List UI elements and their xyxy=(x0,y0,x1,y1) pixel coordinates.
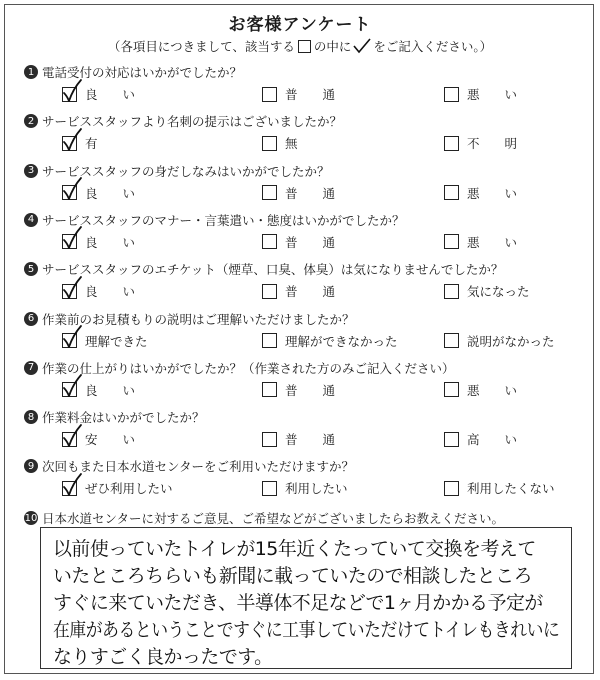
question-number-badge: 7 xyxy=(24,361,38,375)
checkbox[interactable] xyxy=(444,87,459,102)
question-number-badge: 6 xyxy=(24,312,38,326)
question-number-badge: 4 xyxy=(24,213,38,227)
checkbox[interactable] xyxy=(444,432,459,447)
option-3[interactable] xyxy=(444,134,517,152)
comment-line-1: 以前使っていたトイレが15年近くたっていて交換を考えて xyxy=(53,538,536,560)
option-label: 理解ができなかった xyxy=(285,333,398,349)
instruction-middle: の中に xyxy=(313,39,352,54)
option-3[interactable] xyxy=(444,233,517,251)
option-1[interactable] xyxy=(62,479,173,497)
option-1[interactable] xyxy=(62,134,98,152)
option-1[interactable] xyxy=(62,282,135,300)
question-number-badge: 1 xyxy=(24,65,38,79)
option-2[interactable] xyxy=(262,332,398,350)
option-3[interactable] xyxy=(444,85,517,103)
option-label: 良 い xyxy=(85,382,136,398)
sample-checkbox-icon xyxy=(298,40,311,53)
option-label: 良 い xyxy=(85,87,136,102)
option-2[interactable] xyxy=(262,233,335,251)
option-1[interactable] xyxy=(62,332,148,350)
checkmark-icon xyxy=(62,425,82,447)
question-text: サービススタッフより名刺の提示はございましたか？ xyxy=(42,114,343,130)
question-text: 作業料金はいかがでしたか？ xyxy=(42,410,205,426)
checkbox[interactable] xyxy=(444,333,459,348)
option-label: 気になった xyxy=(467,284,530,300)
comment-line-4: 在庫があるということですぐに工事していただけてトイレもきれいに xyxy=(53,619,560,641)
question-text: サービススタッフのマナー・言葉遣い・態度はいかがでしたか？ xyxy=(42,212,405,228)
option-label: 悪 い xyxy=(467,234,518,250)
checkbox[interactable] xyxy=(62,432,77,447)
question-number-badge: 10 xyxy=(24,512,38,524)
option-label: 安 い xyxy=(85,432,136,448)
checkbox[interactable] xyxy=(62,284,77,299)
checkbox[interactable] xyxy=(62,185,77,200)
page-title: お客様アンケート xyxy=(228,15,372,35)
checkbox[interactable] xyxy=(62,234,77,249)
option-3[interactable] xyxy=(444,332,555,350)
option-label: 悪 い xyxy=(467,185,518,201)
checkbox[interactable] xyxy=(262,87,277,102)
instruction-prefix: （各項目につきまして、該当する xyxy=(107,39,295,54)
option-label: 不 明 xyxy=(467,136,518,152)
option-label: 普 通 xyxy=(285,284,336,300)
checkbox[interactable] xyxy=(444,234,459,249)
option-label: 普 通 xyxy=(285,234,336,250)
question-7 xyxy=(24,358,584,406)
question-text: サービススタッフのエチケット（煙草、口臭、体臭）は気になりませんでしたか？ xyxy=(42,262,504,278)
option-1[interactable] xyxy=(62,85,135,103)
option-3[interactable] xyxy=(444,430,517,448)
question-text: 作業前のお見積もりの説明はご理解いただけましたか？ xyxy=(42,311,355,327)
question-number-badge: 8 xyxy=(24,410,38,424)
sample-checkmark-icon xyxy=(352,38,372,54)
question-9 xyxy=(24,456,584,504)
checkmark-icon xyxy=(62,227,82,249)
option-2[interactable] xyxy=(262,479,348,497)
question-text: 電話受付の対応はいかがでしたか？ xyxy=(42,65,243,80)
question-1 xyxy=(24,62,584,110)
option-2[interactable] xyxy=(262,381,335,399)
checkbox[interactable] xyxy=(262,481,277,496)
option-label: 良 い xyxy=(85,185,136,201)
option-3[interactable] xyxy=(444,381,517,399)
question-8 xyxy=(24,407,584,455)
question-text: 日本水道センターに対するご意見、ご希望などがございましたらお教えください。 xyxy=(42,511,505,526)
option-label: 良 い xyxy=(85,284,136,300)
question-2 xyxy=(24,111,584,159)
option-label: 説明がなかった xyxy=(467,333,555,349)
option-label: 普 通 xyxy=(285,432,336,448)
checkmark-icon xyxy=(62,277,82,299)
checkbox[interactable] xyxy=(62,136,77,151)
question-5 xyxy=(24,259,584,307)
question-text: 次回もまた日本水道センターをご利用いただけますか？ xyxy=(42,459,355,475)
option-1[interactable] xyxy=(62,233,135,251)
question-number-badge: 2 xyxy=(24,114,38,128)
checkbox[interactable] xyxy=(262,284,277,299)
option-2[interactable] xyxy=(262,282,335,300)
option-2[interactable] xyxy=(262,134,298,152)
option-label: 普 通 xyxy=(285,87,336,102)
checkbox[interactable] xyxy=(62,333,77,348)
checkmark-icon xyxy=(62,80,82,102)
option-label: 理解できた xyxy=(85,333,148,349)
option-label: 良 い xyxy=(85,234,136,250)
checkbox[interactable] xyxy=(62,382,77,397)
checkmark-icon xyxy=(62,474,82,496)
checkbox[interactable] xyxy=(444,284,459,299)
option-label: 高 い xyxy=(467,432,518,448)
comment-line-2: いたところちらいも新聞に載っていたので相談したところ xyxy=(53,565,533,587)
instruction-suffix: をご記入ください。） xyxy=(373,39,493,54)
checkmark-icon xyxy=(62,326,82,348)
checkmark-icon xyxy=(62,178,82,200)
question-number-badge: 3 xyxy=(24,164,38,178)
option-label: 利用したくない xyxy=(467,481,555,497)
option-1[interactable] xyxy=(62,430,135,448)
comment-line-3: すぐに来ていただき、半導体不足などで1ヶ月かかる予定が xyxy=(53,592,543,614)
option-label: 悪 い xyxy=(467,382,518,398)
checkbox[interactable] xyxy=(444,136,459,151)
option-label: 無 xyxy=(285,136,298,152)
comment-field[interactable] xyxy=(40,527,572,669)
option-2[interactable] xyxy=(262,184,335,202)
option-2[interactable] xyxy=(262,430,335,448)
question-number-badge: 9 xyxy=(24,459,38,473)
option-label: 悪 い xyxy=(467,87,518,102)
option-label: 普 通 xyxy=(285,382,336,398)
option-2[interactable] xyxy=(262,85,335,103)
question-number-badge: 5 xyxy=(24,262,38,276)
option-1[interactable] xyxy=(62,184,135,202)
instruction-line xyxy=(0,37,600,55)
checkbox[interactable] xyxy=(262,432,277,447)
checkbox[interactable] xyxy=(262,382,277,397)
option-label: 普 通 xyxy=(285,185,336,201)
checkbox[interactable] xyxy=(262,185,277,200)
checkbox[interactable] xyxy=(444,185,459,200)
checkbox[interactable] xyxy=(62,87,77,102)
option-label: 利用したい xyxy=(285,481,348,497)
option-3[interactable] xyxy=(444,479,555,497)
option-label: 有 xyxy=(85,136,98,152)
question-text: サービススタッフの身だしなみはいかがでしたか？ xyxy=(42,163,330,179)
checkbox[interactable] xyxy=(444,382,459,397)
option-3[interactable] xyxy=(444,184,517,202)
checkmark-icon xyxy=(62,375,82,397)
checkbox[interactable] xyxy=(262,333,277,348)
option-label: ぜひ利用したい xyxy=(85,481,173,497)
checkbox[interactable] xyxy=(62,481,77,496)
option-3[interactable] xyxy=(444,282,530,300)
question-3 xyxy=(24,161,584,209)
checkbox[interactable] xyxy=(444,481,459,496)
checkbox[interactable] xyxy=(262,136,277,151)
checkbox[interactable] xyxy=(262,234,277,249)
option-1[interactable] xyxy=(62,381,135,399)
checkmark-icon xyxy=(62,129,82,151)
question-6 xyxy=(24,309,584,357)
comment-line-5: なりすごく良かったです。 xyxy=(53,646,273,668)
question-4 xyxy=(24,210,584,258)
question-text: 作業の仕上がりはいかがでしたか？（作業された方のみご記入ください） xyxy=(42,360,455,376)
